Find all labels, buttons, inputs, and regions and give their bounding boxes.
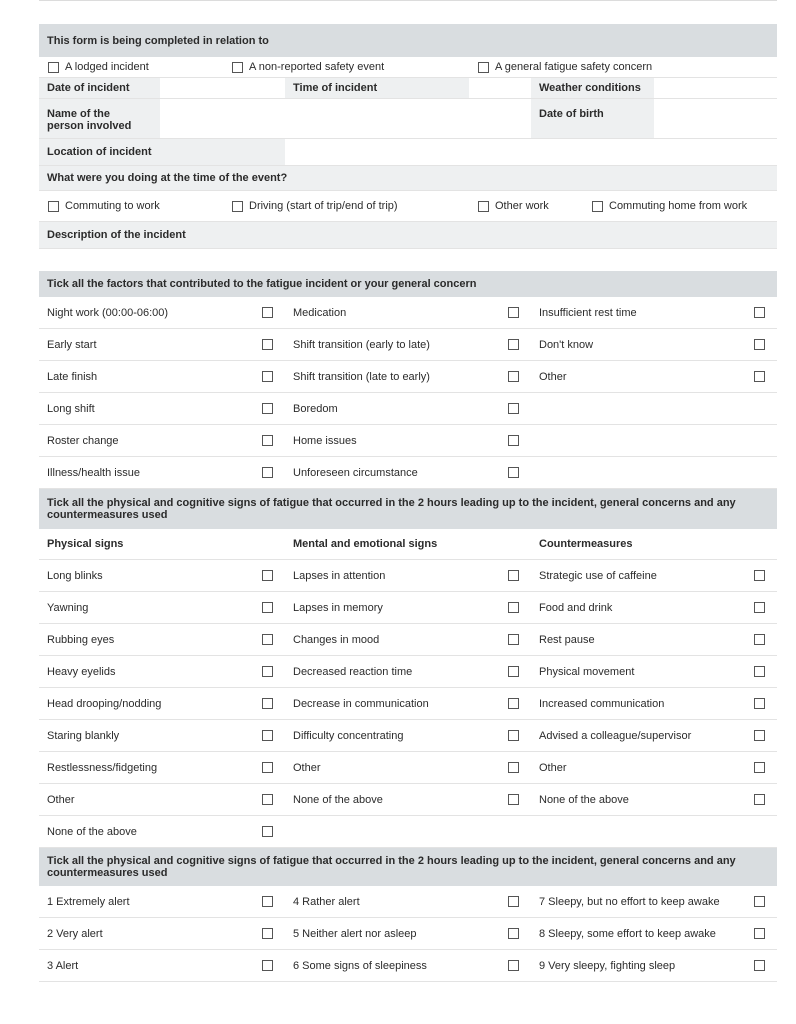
person-details-row	[39, 99, 777, 139]
roster-change-checkbox[interactable]	[262, 435, 273, 446]
countermeasures-heading: Countermeasures	[539, 538, 633, 550]
staring-blankly-checkbox[interactable]	[262, 730, 273, 741]
6-some-signs-of-sleepiness-checkbox[interactable]	[508, 960, 519, 971]
description-label-row	[39, 222, 777, 249]
date-of-birth-label: Date of birth	[531, 99, 654, 138]
rubbing-eyes-label: Rubbing eyes	[47, 633, 115, 646]
activity-options-row	[39, 191, 777, 222]
non-reported-event-checkbox[interactable]	[232, 62, 243, 73]
option-lodged-incident[interactable]	[48, 57, 149, 77]
option-other-work[interactable]	[478, 191, 549, 221]
4-rather-alert-checkbox[interactable]	[508, 896, 519, 907]
night-work-00-00-06-00-label: Night work (00:00-06:00)	[47, 306, 169, 319]
section-signs-header	[39, 489, 777, 529]
signs-column-headers	[39, 529, 777, 560]
lapses-in-memory-checkbox[interactable]	[508, 602, 519, 613]
unforeseen-circumstance-checkbox[interactable]	[508, 467, 519, 478]
table-row	[39, 688, 777, 720]
medication-checkbox[interactable]	[508, 307, 519, 318]
section-signs-title-line2: countermeasures used	[47, 509, 168, 521]
yawning-checkbox[interactable]	[262, 602, 273, 613]
restlessness-fidgeting-label: Restlessness/fidgeting	[47, 761, 158, 774]
section-relation-title: This form is being completed in relation to	[47, 34, 269, 47]
late-finish-checkbox[interactable]	[262, 371, 273, 382]
changes-in-mood-checkbox[interactable]	[508, 634, 519, 645]
decreased-reaction-time-label: Decreased reaction time	[293, 665, 413, 678]
activity-question-text: What were you doing at the time of the event?	[47, 172, 288, 184]
other-label: Other	[539, 370, 567, 383]
strategic-use-of-caffeine-checkbox[interactable]	[754, 570, 765, 581]
lapses-in-memory-label: Lapses in memory	[293, 601, 383, 614]
changes-in-mood-label: Changes in mood	[293, 633, 380, 646]
8-sleepy-some-effort-to-keep-awake-label: 8 Sleepy, some effort to keep awake	[539, 927, 716, 940]
table-row	[39, 816, 777, 848]
table-row	[39, 297, 777, 329]
activity-question	[39, 166, 777, 191]
9-very-sleepy-fighting-sleep-label: 9 Very sleepy, fighting sleep	[539, 959, 676, 972]
food-and-drink-checkbox[interactable]	[754, 602, 765, 613]
other-work-label: Other work	[495, 200, 549, 212]
boredom-checkbox[interactable]	[508, 403, 519, 414]
mental-signs-heading: Mental and emotional signs	[293, 538, 438, 550]
long-blinks-checkbox[interactable]	[262, 570, 273, 581]
advised-a-colleague-supervisor-checkbox[interactable]	[754, 730, 765, 741]
5-neither-alert-nor-asleep-checkbox[interactable]	[508, 928, 519, 939]
heavy-eyelids-checkbox[interactable]	[262, 666, 273, 677]
none-of-the-above-label: None of the above	[539, 793, 629, 806]
long-shift-label: Long shift	[47, 402, 95, 415]
long-blinks-label: Long blinks	[47, 569, 103, 582]
table-row	[39, 425, 777, 457]
don-t-know-label: Don't know	[539, 338, 594, 351]
early-start-label: Early start	[47, 338, 97, 351]
commuting-to-work-checkbox[interactable]	[48, 201, 59, 212]
option-commuting-to-work[interactable]	[48, 191, 160, 221]
shift-transition-late-to-early-label: Shift transition (late to early)	[293, 370, 430, 383]
insufficient-rest-time-checkbox[interactable]	[754, 307, 765, 318]
person-name-label-line1: Name of the	[47, 108, 110, 120]
7-sleepy-but-no-effort-to-keep-awake-label: 7 Sleepy, but no effort to keep awake	[539, 895, 720, 908]
illness-health-issue-label: Illness/health issue	[47, 466, 140, 479]
head-drooping-nodding-checkbox[interactable]	[262, 698, 273, 709]
signs-table	[39, 560, 777, 848]
decrease-in-communication-checkbox[interactable]	[508, 698, 519, 709]
section-sleepiness-title-line2: countermeasures used	[47, 867, 168, 879]
advised-a-colleague-supervisor-label: Advised a colleague/supervisor	[539, 729, 692, 742]
table-row	[39, 329, 777, 361]
table-row	[39, 361, 777, 393]
1-extremely-alert-checkbox[interactable]	[262, 896, 273, 907]
7-sleepy-but-no-effort-to-keep-awake-checkbox[interactable]	[754, 896, 765, 907]
fatigue-report-form	[39, 0, 777, 982]
6-some-signs-of-sleepiness-label: 6 Some signs of sleepiness	[293, 959, 427, 972]
shift-transition-early-to-late-checkbox[interactable]	[508, 339, 519, 350]
description-label: Description of the incident	[47, 229, 186, 241]
insufficient-rest-time-label: Insufficient rest time	[539, 306, 637, 319]
other-checkbox[interactable]	[754, 762, 765, 773]
late-finish-label: Late finish	[47, 370, 98, 383]
early-start-checkbox[interactable]	[262, 339, 273, 350]
physical-signs-heading: Physical signs	[47, 538, 124, 550]
long-shift-checkbox[interactable]	[262, 403, 273, 414]
table-row	[39, 592, 777, 624]
roster-change-label: Roster change	[47, 434, 119, 447]
strategic-use-of-caffeine-label: Strategic use of caffeine	[539, 569, 657, 582]
option-general-concern[interactable]	[478, 57, 652, 77]
section-relation-header	[39, 24, 777, 57]
decreased-reaction-time-checkbox[interactable]	[508, 666, 519, 677]
none-of-the-above-label: None of the above	[47, 825, 137, 838]
table-row	[39, 560, 777, 592]
staring-blankly-label: Staring blankly	[47, 729, 120, 742]
other-work-checkbox[interactable]	[478, 201, 489, 212]
boredom-label: Boredom	[293, 402, 338, 415]
table-row	[39, 950, 777, 982]
rest-pause-checkbox[interactable]	[754, 634, 765, 645]
yawning-label: Yawning	[47, 601, 89, 614]
other-label: Other	[539, 761, 567, 774]
general-concern-label: A general fatigue safety concern	[495, 61, 653, 73]
location-field[interactable]	[285, 139, 777, 165]
table-row	[39, 886, 777, 918]
description-field[interactable]	[39, 249, 777, 271]
decrease-in-communication-label: Decrease in communication	[293, 697, 429, 710]
shift-transition-late-to-early-checkbox[interactable]	[508, 371, 519, 382]
don-t-know-checkbox[interactable]	[754, 339, 765, 350]
person-name-label	[39, 99, 160, 138]
unforeseen-circumstance-label: Unforeseen circumstance	[293, 466, 418, 479]
incident-details-row	[39, 78, 777, 99]
section-factors-title: Tick all the factors that contributed to the fatigue incident or your general concern	[47, 278, 477, 290]
3-alert-label: 3 Alert	[47, 959, 79, 972]
general-concern-checkbox[interactable]	[478, 62, 489, 73]
table-row	[39, 624, 777, 656]
commuting-to-work-label: Commuting to work	[65, 200, 160, 212]
person-name-field[interactable]	[160, 99, 531, 138]
driving-label: Driving (start of trip/end of trip)	[249, 200, 398, 212]
commuting-home-label: Commuting home from work	[609, 200, 748, 212]
section-factors-header	[39, 271, 777, 297]
person-name-label-line2: person involved	[47, 120, 132, 132]
section-sleepiness-header	[39, 848, 777, 886]
food-and-drink-label: Food and drink	[539, 601, 613, 614]
4-rather-alert-label: 4 Rather alert	[293, 895, 360, 908]
other-checkbox[interactable]	[508, 762, 519, 773]
option-non-reported-event[interactable]	[232, 57, 384, 77]
other-checkbox[interactable]	[262, 794, 273, 805]
option-driving[interactable]	[232, 191, 398, 221]
date-of-birth-field[interactable]	[654, 99, 777, 138]
lapses-in-attention-checkbox[interactable]	[508, 570, 519, 581]
date-of-incident-label: Date of incident	[39, 78, 160, 98]
3-alert-checkbox[interactable]	[262, 960, 273, 971]
8-sleepy-some-effort-to-keep-awake-checkbox[interactable]	[754, 928, 765, 939]
restlessness-fidgeting-checkbox[interactable]	[262, 762, 273, 773]
table-row	[39, 784, 777, 816]
5-neither-alert-nor-asleep-label: 5 Neither alert nor asleep	[293, 927, 417, 940]
increased-communication-checkbox[interactable]	[754, 698, 765, 709]
location-label: Location of incident	[39, 139, 285, 165]
section-signs-title-line1: Tick all the physical and cognitive signs of fatigue that occurred in the 2 hours leading up to the incident, general concerns and any	[47, 497, 736, 509]
none-of-the-above-checkbox[interactable]	[262, 826, 273, 837]
lapses-in-attention-label: Lapses in attention	[293, 569, 386, 582]
driving-checkbox[interactable]	[232, 201, 243, 212]
home-issues-label: Home issues	[293, 434, 357, 447]
medication-label: Medication	[293, 306, 347, 319]
difficulty-concentrating-checkbox[interactable]	[508, 730, 519, 741]
9-very-sleepy-fighting-sleep-checkbox[interactable]	[754, 960, 765, 971]
lodged-incident-checkbox[interactable]	[48, 62, 59, 73]
shift-transition-early-to-late-label: Shift transition (early to late)	[293, 338, 430, 351]
physical-movement-label: Physical movement	[539, 665, 635, 678]
rest-pause-label: Rest pause	[539, 633, 595, 646]
head-drooping-nodding-label: Head drooping/nodding	[47, 697, 162, 710]
commuting-home-checkbox[interactable]	[592, 201, 603, 212]
weather-conditions-field[interactable]	[654, 78, 777, 98]
rubbing-eyes-checkbox[interactable]	[262, 634, 273, 645]
top-divider	[39, 0, 777, 1]
illness-health-issue-checkbox[interactable]	[262, 467, 273, 478]
weather-conditions-label: Weather conditions	[531, 78, 654, 98]
table-row	[39, 457, 777, 489]
non-reported-event-label: A non-reported safety event	[249, 61, 385, 73]
sleepiness-table	[39, 886, 777, 982]
option-commuting-home[interactable]	[592, 191, 747, 221]
date-of-incident-field[interactable]	[160, 78, 285, 98]
none-of-the-above-checkbox[interactable]	[754, 794, 765, 805]
2-very-alert-checkbox[interactable]	[262, 928, 273, 939]
other-label: Other	[293, 761, 321, 774]
increased-communication-label: Increased communication	[539, 697, 665, 710]
other-checkbox[interactable]	[754, 371, 765, 382]
table-row	[39, 393, 777, 425]
other-label: Other	[47, 793, 75, 806]
heavy-eyelids-label: Heavy eyelids	[47, 665, 116, 678]
difficulty-concentrating-label: Difficulty concentrating	[293, 729, 404, 742]
home-issues-checkbox[interactable]	[508, 435, 519, 446]
table-row	[39, 752, 777, 784]
2-very-alert-label: 2 Very alert	[47, 927, 103, 940]
table-row	[39, 656, 777, 688]
none-of-the-above-checkbox[interactable]	[508, 794, 519, 805]
1-extremely-alert-label: 1 Extremely alert	[47, 895, 130, 908]
none-of-the-above-label: None of the above	[293, 793, 383, 806]
section-sleepiness-title-line1: Tick all the physical and cognitive signs of fatigue that occurred in the 2 hours leading up to the incident, general concerns and any	[47, 855, 736, 867]
table-row	[39, 720, 777, 752]
relation-options-row	[39, 57, 777, 78]
lodged-incident-label: A lodged incident	[65, 61, 149, 73]
factors-table	[39, 297, 777, 489]
physical-movement-checkbox[interactable]	[754, 666, 765, 677]
night-work-00-00-06-00-checkbox[interactable]	[262, 307, 273, 318]
location-row	[39, 139, 777, 166]
time-of-incident-label: Time of incident	[285, 78, 469, 98]
table-row	[39, 918, 777, 950]
time-of-incident-field[interactable]	[469, 78, 531, 98]
